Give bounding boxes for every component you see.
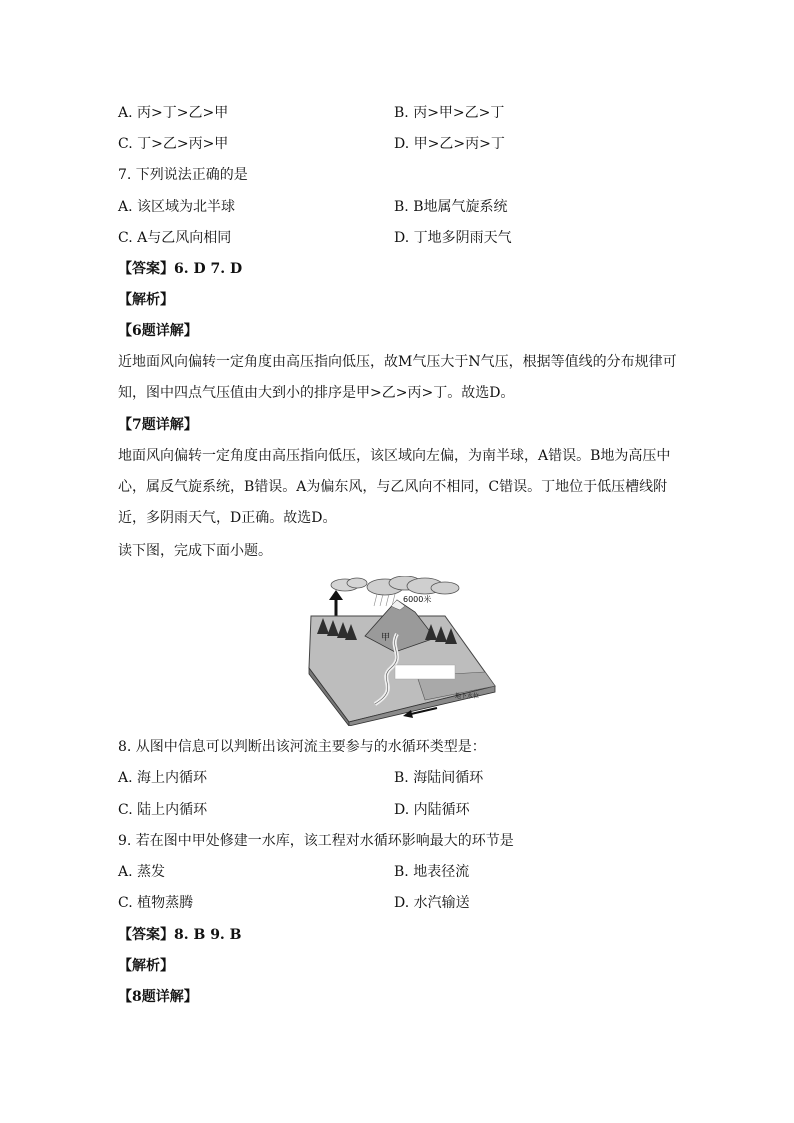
- q7-option-d: D. 丁地多阴雨天气: [394, 230, 512, 246]
- q6-detail-text: 近地面风向偏转一定角度由高压指向低压，故M气压大于N气压，根据等值线的分布规律可知，图中四点气压值由大到小的排序是甲>乙>丙>丁。故选D。: [118, 354, 677, 401]
- q6-option-a: A. 丙>丁>乙>甲: [118, 105, 229, 121]
- answer-6-7: 【答案】6. D 7. D: [118, 261, 243, 277]
- q8-detail-title: 【8题详解】: [118, 989, 198, 1005]
- q7-option-c: C. A与乙风向相同: [118, 230, 232, 246]
- q9-option-b: B. 地表径流: [394, 864, 470, 880]
- analysis-heading-1: 【解析】: [118, 292, 174, 308]
- read-prompt: 读下图，完成下面小题。: [118, 543, 272, 559]
- q9-option-d: D. 水汽输送: [394, 895, 470, 911]
- q6-option-b: B. 丙>甲>乙>丁: [394, 105, 505, 121]
- q7-option-b: B. B地属气旋系统: [394, 199, 508, 215]
- q8-stem: 8. 从图中信息可以判断出该河流主要参与的水循环类型是：: [118, 739, 486, 755]
- q8-option-d: D. 内陆循环: [394, 802, 470, 818]
- q7-detail-text: 地面风向偏转一定角度由高压指向低压，该区域向左偏，为南半球，A错误。B地为高压中心，属反气旋系统，B错误。A为偏东风，与乙风向不相同，C错误。丁地位于低压槽线附近，多阴雨天气，D正确。故选D。: [118, 448, 671, 526]
- q7-option-a: A. 该区域为北半球: [118, 199, 236, 215]
- q9-stem: 9. 若在图中甲处修建一水库，该工程对水循环影响最大的环节是: [118, 833, 514, 849]
- q8-option-c: C. 陆上内循环: [118, 802, 208, 818]
- analysis-heading-2: 【解析】: [118, 958, 174, 974]
- label-groundwater: 地下水位: [455, 693, 480, 700]
- label-6000m: 6000米: [403, 595, 432, 604]
- cloud-left: [331, 578, 367, 591]
- q7-stem: 7. 下列说法正确的是: [118, 167, 248, 183]
- q6-detail-title: 【6题详解】: [118, 323, 198, 339]
- cloud-main: [367, 576, 459, 595]
- q6-option-d: D. 甲>乙>丙>丁: [394, 136, 505, 152]
- q9-option-a: A. 蒸发: [118, 864, 166, 880]
- q8-option-b: B. 海陆间循环: [394, 770, 484, 786]
- q8-option-a: A. 海上内循环: [118, 770, 208, 786]
- masked-label: [395, 665, 455, 679]
- rain: [374, 594, 395, 606]
- up-arrow-icon: [329, 590, 343, 616]
- answer-8-9: 【答案】8. B 9. B: [118, 927, 242, 943]
- q6-option-c: C. 丁>乙>丙>甲: [118, 136, 229, 152]
- label-jia: 甲: [381, 633, 391, 643]
- q7-detail-title: 【7题详解】: [118, 417, 198, 433]
- water-cycle-figure: [305, 576, 501, 726]
- q9-option-c: C. 植物蒸腾: [118, 895, 194, 911]
